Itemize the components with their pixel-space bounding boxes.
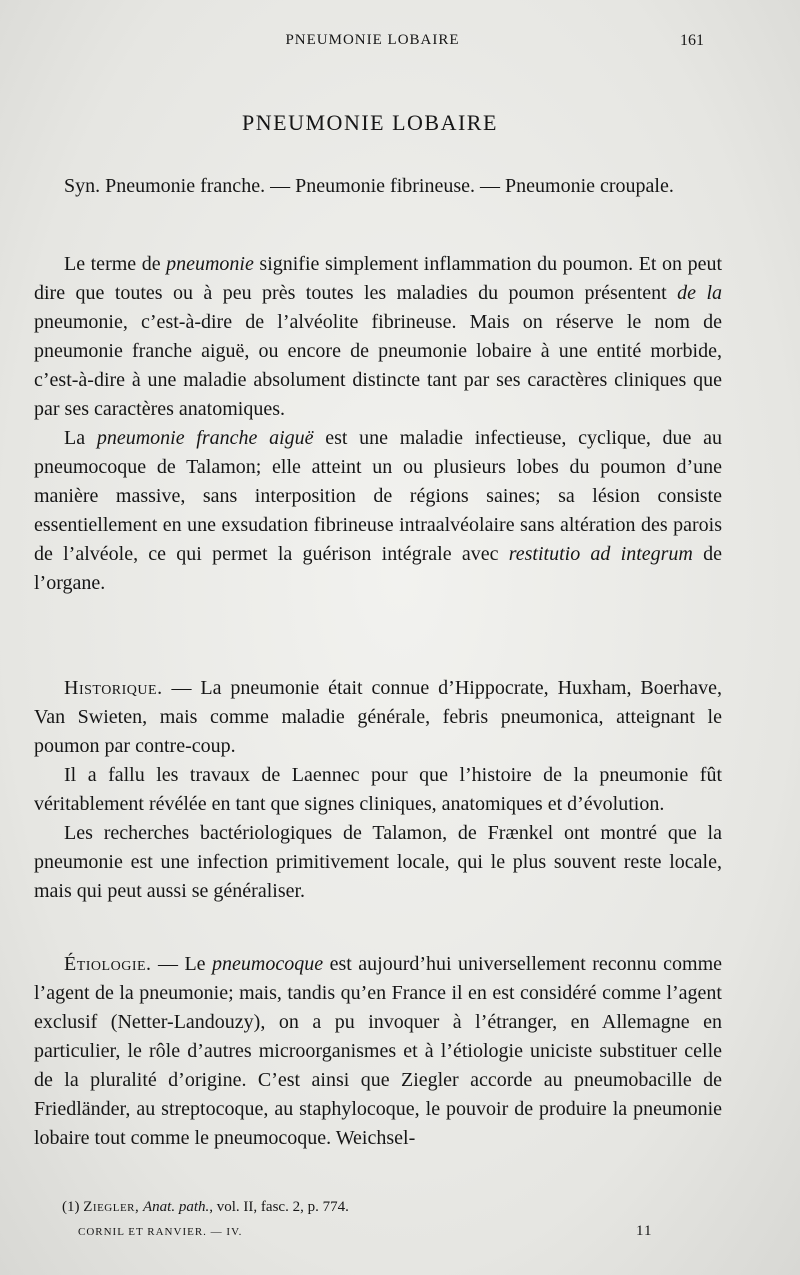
intro-section: [34, 250, 722, 598]
term-pneumonie: pneumonie: [166, 253, 254, 275]
term-pneumocoque: pneumocoque: [212, 953, 324, 975]
etiologie-paragraph-1: Étiologie. — Le pneumocoque est aujourd’hui universellement reconnu comme l’agent de la pneumonie; mais, tandis qu’en France il en est considéré comme l’agent exclusif (Netter-Landouzy), on a pu invoquer à l’étranger, en Allemagne en particulier, le rôle d’autres microorganismes et à l’étiologie uniciste substituer celle de la pluralité d’origine. C’est ainsi que Ziegler accorde au pneumobacille de Friedländer, au streptocoque, au staphylocoque, le pouvoir de produire la pneumonie lobaire tout comme le pneumocoque. Weichsel-: [34, 953, 722, 1149]
historique-paragraph-1: Historique. — La pneumonie était connue d’Hippocrate, Huxham, Boerhave, Van Swieten, mais comme maladie générale, febris pneumonica, atteignant le poumon par contre-coup.: [34, 677, 722, 757]
intro-paragraph-2: La pneumonie franche aiguë est une maladie infectieuse, cyclique, due au pneumocoque de Talamon; elle atteint un ou plusieurs lobes du poumon d’une manière massive, sans interposition de régions saines; sa lésion consiste essentiellement en une exsudation fibrineuse intraalvéolaire sans altération des parois de l’alvéole, ce qui permet la guérison intégrale avec restitutio ad integrum de l’organe.: [34, 427, 723, 594]
intro-paragraph-1: Le terme de pneumonie signifie simplement inflammation du poumon. Et on peut dire que toutes ou à peu près toutes les maladies du poumon présentent de la pneumonie, c’est-à-dire de l’alvéolite fibrineuse. Mais on réserve le nom de pneumonie franche aiguë, ou encore de pneumonie lobaire à une entité morbide, c’est-à-dire à une maladie absolument distincte tant par ses caractères cliniques que par ses caractères anatomiques.: [34, 253, 722, 420]
running-head: [0, 32, 800, 54]
term-de-la: de la: [677, 282, 722, 304]
running-title: PNEUMONIE LOBAIRE: [285, 32, 460, 48]
page-number: 161: [680, 32, 704, 49]
signature-text: CORNIL ET RANVIER. — IV.: [78, 1226, 243, 1238]
footnote-marker: (1): [62, 1199, 80, 1215]
footnote-work: Anat. path.: [143, 1199, 210, 1215]
footnote-author: Ziegler,: [83, 1199, 140, 1215]
historique-section: [34, 674, 722, 906]
term-pneumonie-franche: pneumonie franche aiguë: [96, 427, 314, 449]
synonyms-text: Syn. Pneumonie franche. — Pneumonie fibrineuse. — Pneumonie croupale.: [64, 175, 674, 197]
historique-paragraph-2: Il a fallu les travaux de Laennec pour que l’histoire de la pneumonie fût véritablement révélée en tant que signes cliniques, anatomiques et d’évolution.: [34, 764, 722, 815]
historique-heading: Historique.: [64, 677, 163, 699]
synonyms-paragraph: [34, 172, 722, 201]
term-restitutio: restitutio ad integrum: [508, 543, 693, 565]
etiologie-section: [34, 950, 722, 1153]
chapter-title: PNEUMONIE LOBAIRE: [242, 110, 498, 135]
signature-number: 11: [636, 1223, 653, 1239]
etiologie-heading: Étiologie.: [64, 953, 152, 975]
footnote: (1) Ziegler, Anat. path., vol. II, fasc. 2, p. 774.: [62, 1199, 349, 1215]
historique-paragraph-3: Les recherches bactériologiques de Talamon, de Frænkel ont montré que la pneumonie est une infection primitivement locale, qui le plus souvent reste locale, mais qui peut aussi se généraliser.: [34, 822, 722, 902]
